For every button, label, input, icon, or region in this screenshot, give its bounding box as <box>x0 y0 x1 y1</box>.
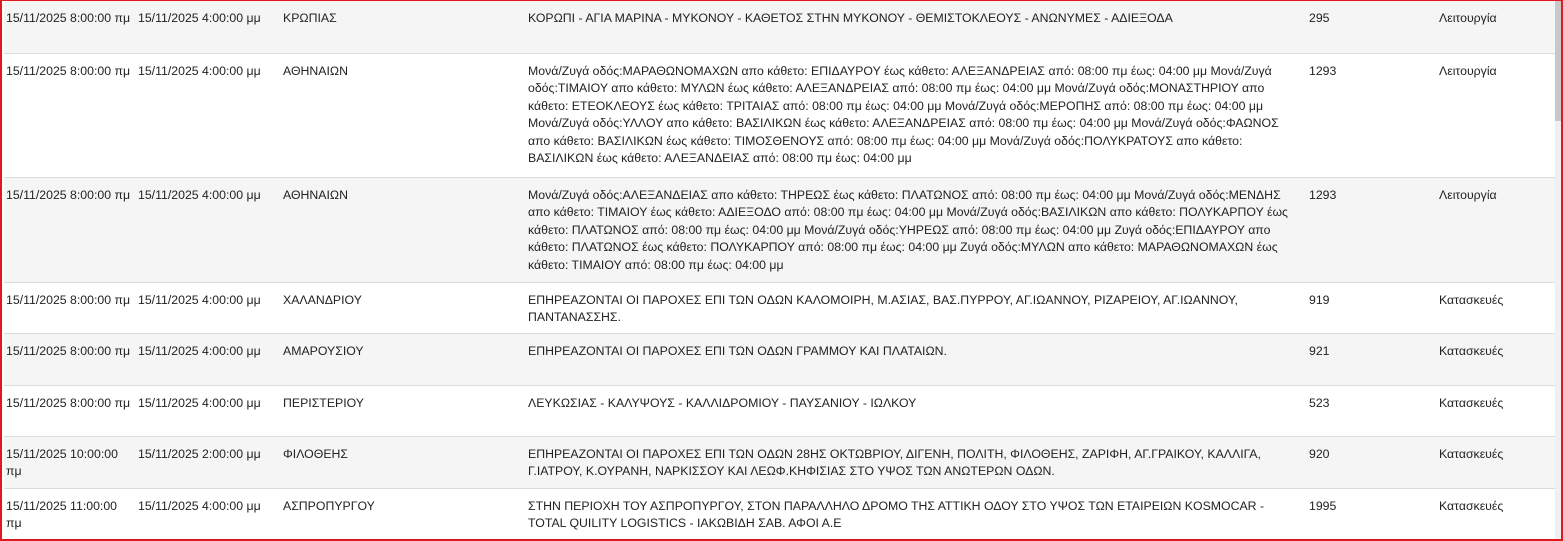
table-row <box>4 54 1557 178</box>
start-time-cell: 15/11/2025 8:00:00 πμ <box>6 64 131 78</box>
vertical-scrollbar[interactable] <box>1555 1 1561 540</box>
description-cell: ΚΟΡΩΠΙ - ΑΓΙΑ ΜΑΡΙΝΑ - ΜΥΚΟΝΟΥ - ΚΑΘΕΤΟΣ ΣΤΗΝ ΜΥΚΟΝΟΥ - ΘΕΜΙΣΤΟΚΛΕΟΥΣ - ΑΝΩΝΥΜΕΣ - ΑΔΙΕΞΟΔΑ <box>528 11 1173 25</box>
end-time-cell: 15/11/2025 4:00:00 μμ <box>138 293 261 307</box>
end-time-cell: 15/11/2025 4:00:00 μμ <box>138 396 261 410</box>
type-cell: Κατασκευές <box>1439 293 1504 307</box>
area-cell: ΑΜΑΡΟΥΣΙΟΥ <box>283 344 364 358</box>
table-row <box>4 386 1557 437</box>
area-cell: ΑΘΗΝΑΙΩΝ <box>283 188 348 202</box>
start-time-cell: 15/11/2025 8:00:00 πμ <box>6 344 131 358</box>
area-cell: ΧΑΛΑΝΔΡΙΟΥ <box>283 293 362 307</box>
start-time-cell: 15/11/2025 8:00:00 πμ <box>6 11 131 25</box>
type-cell: Λειτουργία <box>1439 11 1497 25</box>
code-cell: 921 <box>1309 344 1330 358</box>
type-cell: Λειτουργία <box>1439 64 1497 78</box>
area-cell: ΑΘΗΝΑΙΩΝ <box>283 64 348 78</box>
description-cell: ΣΤΗΝ ΠΕΡΙΟΧΗ ΤΟΥ ΑΣΠΡΟΠΥΡΓΟΥ, ΣΤΟΝ ΠΑΡΑΛΛΗΛΟ ΔΡΟΜΟ ΤΗΣ ΑΤΤΙΚΗ ΟΔΟΥ ΣΤΟ ΥΨΟΣ ΤΩΝ ΕΤΑΙΡΕΙΩΝ KOSMOCAR - TOTAL QUILITY LOGISTICS - ΙΑΚΩΒΙΔΗ ΣΑΒ. ΑΦΟΙ Α.Ε <box>528 499 1265 531</box>
type-cell: Κατασκευές <box>1439 447 1504 461</box>
description-cell: ΕΠΗΡΕΑΖΟΝΤΑΙ ΟΙ ΠΑΡΟΧΕΣ ΕΠΙ ΤΩΝ ΟΔΩΝ 28ΗΣ ΟΚΤΩΒΡΙΟΥ, ΔΙΓΕΝΗ, ΠΟΛΙΤΗ, ΦΙΛΟΘΕΗΣ, ΖΑΡΙΦΗ, ΑΓ.ΓΡΑΙΚΟΥ, ΚΑΛΛΙΓΑ, Γ.ΙΑΤΡΟΥ, Κ.ΟΥΡΑΝΗ, ΝΑΡΚΙΣΣΟΥ ΚΑΙ ΛΕΩΦ.ΚΗΦΙΣΙΑΣ ΣΤΟ ΥΨΟΣ ΤΩΝ ΑΝΩΤΕΡΩΝ ΟΔΩΝ. <box>528 447 1261 479</box>
outage-table <box>4 1 1557 541</box>
start-time-cell: 15/11/2025 11:00:00 πμ <box>6 499 118 531</box>
description-cell: ΛΕΥΚΩΣΙΑΣ - ΚΑΛΥΨΟΥΣ - ΚΑΛΛΙΔΡΟΜΙΟΥ - ΠΑΥΣΑΝΙΟΥ - ΙΩΛΚΟΥ <box>528 396 917 410</box>
table-row <box>4 489 1557 541</box>
start-time-cell: 15/11/2025 10:00:00 πμ <box>6 447 118 479</box>
end-time-cell: 15/11/2025 4:00:00 μμ <box>138 188 261 202</box>
code-cell: 1293 <box>1309 64 1337 78</box>
table-row <box>4 178 1557 283</box>
code-cell: 1995 <box>1309 499 1337 513</box>
table-row <box>4 283 1557 334</box>
code-cell: 1293 <box>1309 188 1337 202</box>
area-cell: ΠΕΡΙΣΤΕΡΙΟΥ <box>283 396 365 410</box>
end-time-cell: 15/11/2025 4:00:00 μμ <box>138 344 261 358</box>
end-time-cell: 15/11/2025 2:00:00 μμ <box>138 447 261 461</box>
start-time-cell: 15/11/2025 8:00:00 πμ <box>6 188 131 202</box>
type-cell: Λειτουργία <box>1439 188 1497 202</box>
code-cell: 295 <box>1309 11 1330 25</box>
type-cell: Κατασκευές <box>1439 499 1504 513</box>
description-cell: ΕΠΗΡΕΑΖΟΝΤΑΙ ΟΙ ΠΑΡΟΧΕΣ ΕΠΙ ΤΩΝ ΟΔΩΝ ΚΑΛΟΜΟΙΡΗ, Μ.ΑΣΙΑΣ, ΒΑΣ.ΠΥΡΡΟΥ, ΑΓ.ΙΩΑΝΝΟΥ, ΡΙΖΑΡΕΙΟΥ, ΑΓ.ΙΩΑΝΝΟΥ, ΠΑΝΤΑΝΑΣΣΗΣ. <box>528 293 1238 325</box>
area-cell: ΚΡΩΠΙΑΣ <box>283 11 337 25</box>
description-cell: Μονά/Ζυγά οδός:ΜΑΡΑΘΩΝΟΜΑΧΩΝ απο κάθετο: ΕΠΙΔΑΥΡΟΥ έως κάθετο: ΑΛΕΞΑΝΔΡΕΙΑΣ από: 08:00 πμ έως: 04:00 μμ Μονά/Ζυγά οδός:ΤΙΜΑΙΟΥ απο κάθετο: ΜΥΛΩΝ έως κάθετο: ΑΛΕΞΑΝΔΡΕΙΑΣ από: 08:00 πμ έως: 04:00 μμ Μονά/Ζυγά οδός:ΜΟΝΑΣΤΗΡΙΟΥ απο κάθετο: ΕΤΕΟΚΛΕΟΥΣ έως κάθετο: ΤΡΙΤΑΙΑΣ από: 08:00 πμ έως: 04:00 μμ Μονά/Ζυγά οδός:ΜΕΡΟΠΗΣ από: 08:00 πμ έως: 04:00 μμ Μονά/Ζυγά οδός:ΥΛΛΟΥ απο κάθετο: ΒΑΣΙΛΙΚΩΝ έως κάθετο: ΑΛΕΞΑΝΔΡΕΙΑΣ από: 08:00 πμ έως: 04:00 μμ Μονά/Ζυγά οδός:ΦΑΩΝΟΣ απο κάθετο: ΒΑΣΙΛΙΚΩΝ έως κάθετο: ΤΙΜΟΣΘΕΝΟΥΣ από: 08:00 πμ έως: 04:00 μμ Μονά/Ζυγά οδός:ΠΟΛΥΚΡΑΤΟΥΣ απο κάθετο: ΒΑΣΙΛΙΚΩΝ έως κάθετο: ΑΛΕΞΑΝΔΕΙΑΣ από: 08:00 πμ έως: 04:00 μμ <box>528 64 1279 166</box>
code-cell: 523 <box>1309 396 1330 410</box>
start-time-cell: 15/11/2025 8:00:00 πμ <box>6 396 131 410</box>
area-cell: ΑΣΠΡΟΠΥΡΓΟΥ <box>283 499 375 513</box>
start-time-cell: 15/11/2025 8:00:00 πμ <box>6 293 131 307</box>
end-time-cell: 15/11/2025 4:00:00 μμ <box>138 499 261 513</box>
end-time-cell: 15/11/2025 4:00:00 μμ <box>138 11 261 25</box>
type-cell: Κατασκευές <box>1439 396 1504 410</box>
table-row <box>4 1 1557 54</box>
area-cell: ΦΙΛΟΘΕΗΣ <box>283 447 348 461</box>
description-cell: ΕΠΗΡΕΑΖΟΝΤΑΙ ΟΙ ΠΑΡΟΧΕΣ ΕΠΙ ΤΩΝ ΟΔΩΝ ΓΡΑΜΜΟΥ ΚΑΙ ΠΛΑΤΑΙΩΝ. <box>528 344 947 358</box>
end-time-cell: 15/11/2025 4:00:00 μμ <box>138 64 261 78</box>
scrollbar-thumb[interactable] <box>1555 1 1561 121</box>
type-cell: Κατασκευές <box>1439 344 1504 358</box>
table-row <box>4 334 1557 386</box>
description-cell: Μονά/Ζυγά οδός:ΑΛΕΞΑΝΔΕΙΑΣ απο κάθετο: ΤΗΡΕΩΣ έως κάθετο: ΠΛΑΤΩΝΟΣ από: 08:00 πμ έως: 04:00 μμ Μονά/Ζυγά οδός:ΜΕΝΔΗΣ απο κάθετο: ΤΙΜΑΙΟΥ έως κάθετο: ΑΔΙΕΞΟΔΟ από: 08:00 πμ έως: 04:00 μμ Μονά/Ζυγά οδός:ΒΑΣΙΛΙΚΩΝ απο κάθετο: ΠΟΛΥΚΑΡΠΟΥ έως κάθετο: ΠΛΑΤΩΝΟΣ από: 08:00 πμ έως: 04:00 μμ Μονά/Ζυγά οδός:ΥΗΡΕΩΣ από: 08:00 πμ έως: 04:00 μμ Ζυγά οδός:ΕΠΙΔΑΥΡΟΥ απο κάθετο: ΠΛΑΤΩΝΟΣ έως κάθετο: ΠΟΛΥΚΑΡΠΟΥ από: 08:00 πμ έως: 04:00 μμ Ζυγά οδός:ΜΥΛΩΝ απο κάθετο: ΜΑΡΑΘΩΝΟΜΑΧΩΝ έως κάθετο: ΤΙΜΑΙΟΥ από: 08:00 πμ έως: 04:00 μμ <box>528 188 1288 272</box>
table-row <box>4 437 1557 489</box>
code-cell: 920 <box>1309 447 1330 461</box>
code-cell: 919 <box>1309 293 1330 307</box>
